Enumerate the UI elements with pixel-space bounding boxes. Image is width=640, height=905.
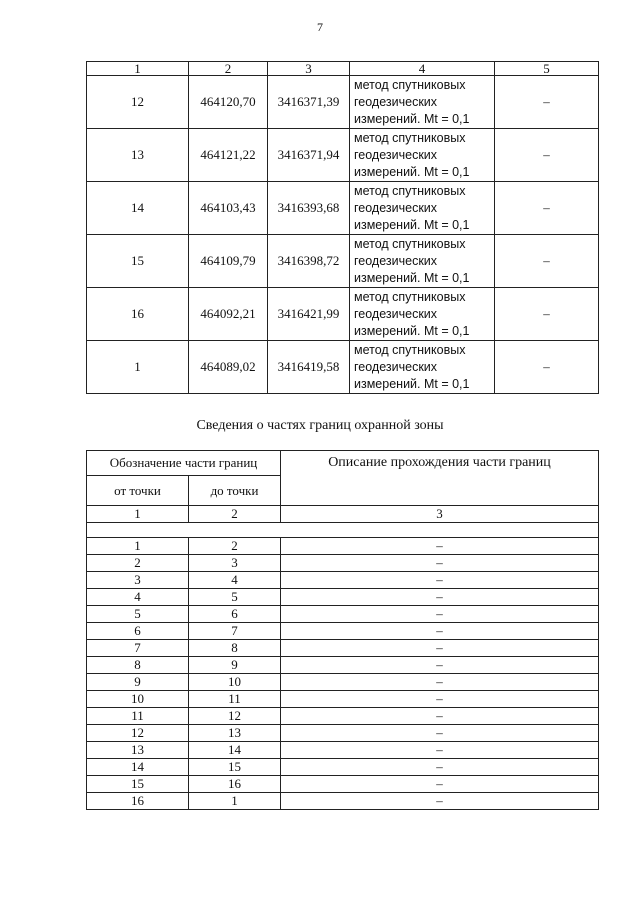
column-number-header: 3 (268, 62, 350, 76)
column-number-header: 1 (87, 62, 189, 76)
point-number-cell: 15 (87, 235, 189, 288)
table-row (87, 555, 599, 572)
parts-blank-row (87, 523, 599, 538)
method-line: геодезических (354, 200, 438, 215)
method-line: геодезических (354, 253, 438, 268)
from-point-cell: 2 (87, 555, 189, 572)
table-row (87, 674, 599, 691)
from-point-cell: 5 (87, 606, 189, 623)
from-point-header: от точки (87, 476, 189, 506)
x-coordinate-cell: 464109,79 (189, 235, 268, 288)
note-cell: – (495, 288, 599, 341)
to-point-cell: 4 (189, 572, 281, 589)
table-row (87, 793, 599, 810)
boundary-description-header: Описание прохождения части границ (281, 451, 599, 506)
method-line: метод спутниковых (354, 183, 466, 198)
from-point-cell: 14 (87, 759, 189, 776)
method-line: метод спутниковых (354, 342, 466, 357)
method-cell (350, 341, 495, 394)
note-cell: – (495, 182, 599, 235)
note-cell: – (495, 129, 599, 182)
table-row (87, 538, 599, 555)
from-point-cell: 4 (87, 589, 189, 606)
table-row (87, 76, 599, 129)
description-cell: – (281, 725, 599, 742)
parts-header-row (87, 451, 599, 476)
table-row (87, 129, 599, 182)
to-point-cell: 12 (189, 708, 281, 725)
from-point-cell: 15 (87, 776, 189, 793)
to-point-cell: 7 (189, 623, 281, 640)
column-number-header: 3 (281, 506, 599, 523)
x-coordinate-cell: 464121,22 (189, 129, 268, 182)
method-line: измерений. Mt = 0,1 (354, 376, 470, 391)
y-coordinate-cell: 3416419,58 (268, 341, 350, 394)
table-row (87, 759, 599, 776)
note-cell: – (495, 235, 599, 288)
column-number-header: 1 (87, 506, 189, 523)
description-cell: – (281, 674, 599, 691)
from-point-cell: 9 (87, 674, 189, 691)
description-cell: – (281, 742, 599, 759)
description-cell: – (281, 708, 599, 725)
table-row (87, 341, 599, 394)
y-coordinate-cell: 3416421,99 (268, 288, 350, 341)
x-coordinate-cell: 464120,70 (189, 76, 268, 129)
table-row (87, 606, 599, 623)
point-number-cell: 12 (87, 76, 189, 129)
to-point-cell: 15 (189, 759, 281, 776)
from-point-cell: 10 (87, 691, 189, 708)
table-row (87, 235, 599, 288)
from-point-cell: 8 (87, 657, 189, 674)
point-number-cell: 1 (87, 341, 189, 394)
to-point-cell: 13 (189, 725, 281, 742)
boundary-parts-table (86, 450, 599, 810)
y-coordinate-cell: 3416371,94 (268, 129, 350, 182)
point-number-cell: 16 (87, 288, 189, 341)
description-cell: – (281, 691, 599, 708)
to-point-cell: 5 (189, 589, 281, 606)
page-number: 7 (317, 20, 323, 34)
description-cell: – (281, 640, 599, 657)
to-point-header: до точки (189, 476, 281, 506)
x-coordinate-cell: 464089,02 (189, 341, 268, 394)
to-point-cell: 1 (189, 793, 281, 810)
to-point-cell: 10 (189, 674, 281, 691)
note-cell: – (495, 341, 599, 394)
from-point-cell: 13 (87, 742, 189, 759)
method-cell (350, 235, 495, 288)
coordinates-header-row (87, 62, 599, 76)
from-point-cell: 3 (87, 572, 189, 589)
method-line: метод спутниковых (354, 130, 466, 145)
column-number-header: 2 (189, 506, 281, 523)
method-line: геодезических (354, 306, 438, 321)
description-cell: – (281, 589, 599, 606)
table-row (87, 572, 599, 589)
method-line: измерений. Mt = 0,1 (354, 217, 470, 232)
table-row (87, 182, 599, 235)
table-row (87, 288, 599, 341)
column-number-header: 5 (495, 62, 599, 76)
description-cell: – (281, 657, 599, 674)
column-number-header: 4 (350, 62, 495, 76)
method-cell (350, 129, 495, 182)
method-line: метод спутниковых (354, 77, 466, 92)
method-cell (350, 288, 495, 341)
point-number-cell: 14 (87, 182, 189, 235)
description-cell: – (281, 793, 599, 810)
from-point-cell: 6 (87, 623, 189, 640)
x-coordinate-cell: 464103,43 (189, 182, 268, 235)
blank-cell (87, 523, 599, 538)
column-number-header: 2 (189, 62, 268, 76)
boundary-designation-header: Обозначение части границ (87, 451, 281, 476)
to-point-cell: 2 (189, 538, 281, 555)
description-cell: – (281, 606, 599, 623)
method-cell (350, 76, 495, 129)
method-cell (350, 182, 495, 235)
description-cell: – (281, 538, 599, 555)
table-row (87, 657, 599, 674)
x-coordinate-cell: 464092,21 (189, 288, 268, 341)
description-cell: – (281, 623, 599, 640)
method-line: геодезических (354, 94, 438, 109)
from-point-cell: 7 (87, 640, 189, 657)
to-point-cell: 8 (189, 640, 281, 657)
to-point-cell: 9 (189, 657, 281, 674)
description-cell: – (281, 776, 599, 793)
description-cell: – (281, 759, 599, 776)
method-line: геодезических (354, 147, 438, 162)
method-line: метод спутниковых (354, 289, 466, 304)
table-row (87, 691, 599, 708)
y-coordinate-cell: 3416398,72 (268, 235, 350, 288)
table-row (87, 589, 599, 606)
y-coordinate-cell: 3416393,68 (268, 182, 350, 235)
to-point-cell: 14 (189, 742, 281, 759)
table-row (87, 623, 599, 640)
method-line: измерений. Mt = 0,1 (354, 323, 470, 338)
from-point-cell: 11 (87, 708, 189, 725)
table-row (87, 725, 599, 742)
description-cell: – (281, 555, 599, 572)
point-number-cell: 13 (87, 129, 189, 182)
table-row (87, 640, 599, 657)
to-point-cell: 11 (189, 691, 281, 708)
method-line: измерений. Mt = 0,1 (354, 111, 470, 126)
method-line: измерений. Mt = 0,1 (354, 270, 470, 285)
description-cell: – (281, 572, 599, 589)
table-row (87, 776, 599, 793)
to-point-cell: 16 (189, 776, 281, 793)
coordinates-table (86, 61, 599, 394)
method-line: метод спутниковых (354, 236, 466, 251)
parts-number-row (87, 506, 599, 523)
table-row (87, 742, 599, 759)
from-point-cell: 12 (87, 725, 189, 742)
method-line: геодезических (354, 359, 438, 374)
y-coordinate-cell: 3416371,39 (268, 76, 350, 129)
table-row (87, 708, 599, 725)
to-point-cell: 3 (189, 555, 281, 572)
to-point-cell: 6 (189, 606, 281, 623)
note-cell: – (495, 76, 599, 129)
section-title: Сведения о частях границ охранной зоны (196, 418, 444, 433)
from-point-cell: 1 (87, 538, 189, 555)
method-line: измерений. Mt = 0,1 (354, 164, 470, 179)
from-point-cell: 16 (87, 793, 189, 810)
